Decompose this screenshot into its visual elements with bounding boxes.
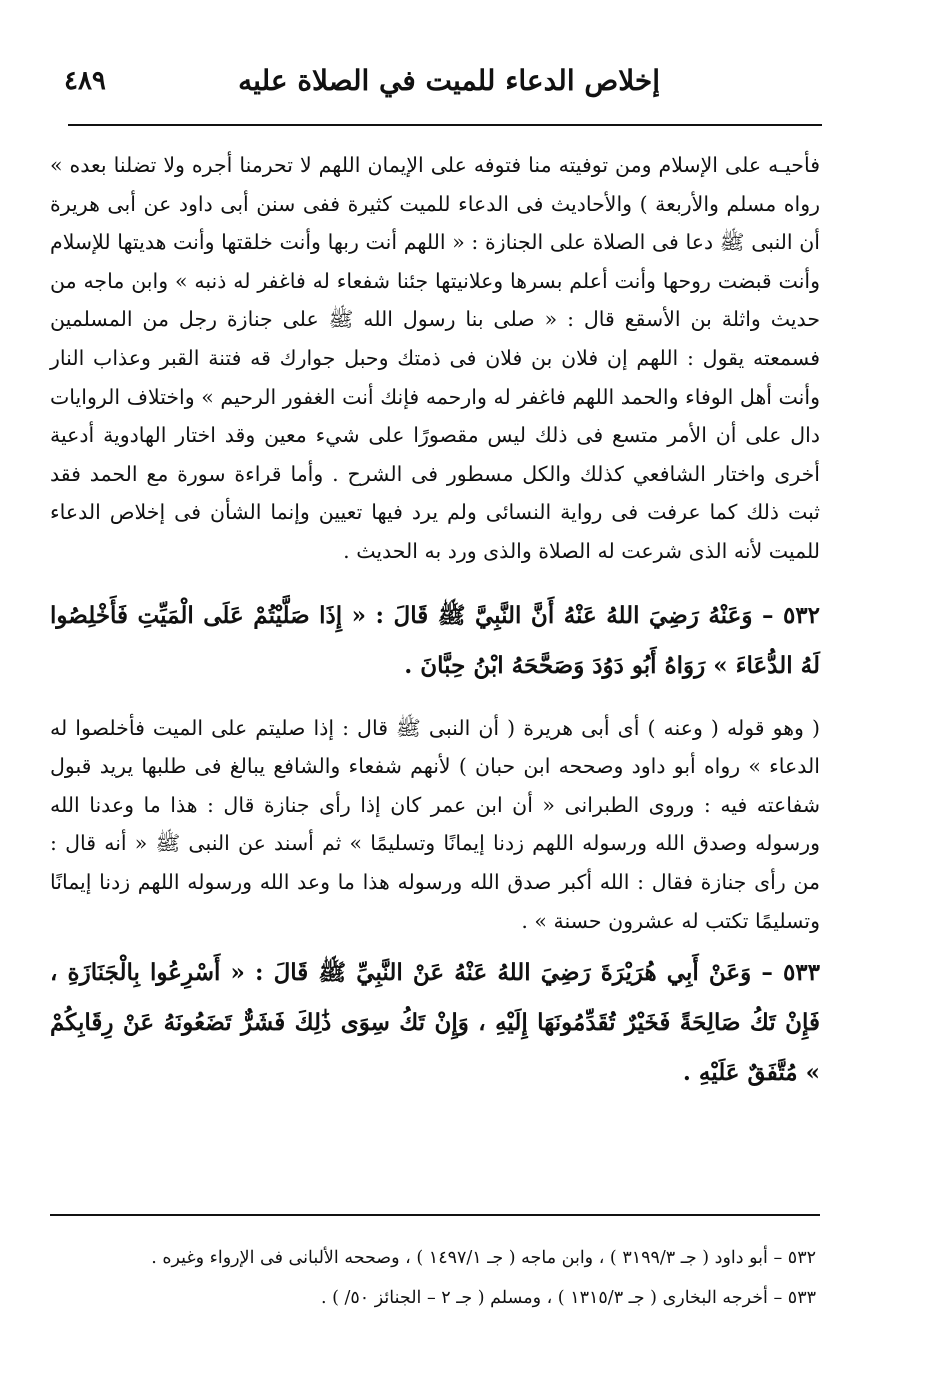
book-page: [40, 50, 830, 1370]
footnote-532: ٥٣٢ – أبو داود ( جـ ٣١٩٩/٣ ) ، وابن ماجه ( جـ ١٤٩٧/١ ) ، وصححه الألبانى فى الإرواء وغيره .: [151, 1248, 816, 1268]
paragraph-spacer: [50, 571, 820, 591]
hadith-533: ٥٣٣ – وَعَنْ أَبِي هُرَيْرَةَ رَضِيَ اللهُ عَنْهُ عَنْ النَّبِيِّ ﷺ قَالَ : « أَسْرِعُوا بِالْجَنَازَةِ ، فَإِنْ تَكُ صَالِحَةً فَخَيْرٌ تُقَدِّمُونَهَا إِلَيْهِ ، وَإِنْ تَكُ سِوَى ذَٰلِكَ فَشَرٌّ تَضَعُونَهُ عَنْ رِقَابِكُمْ » مُتَّفَقٌ عَلَيْهِ .: [50, 959, 820, 1087]
footnotes: [50, 1238, 816, 1318]
page-header: [40, 50, 830, 126]
footnote-rule: [50, 1214, 820, 1216]
commentary-paragraph-2: ( وهو قوله ( وعنه ) أى أبى هريرة ( أن النبى ﷺ قال : إذا صليتم على الميت فأخلصوا له الدعاء » رواه أبو داود وصححه ابن حبان ) لأنهم شفعاء والشافع يبالغ فى طلبها يريد قبول شفاعته فيه : وروى الطبرانى « أن ابن عمر كان إذا رأى جنازة قال : هذا ما وعدنا الله ورسوله وصدق الله ورسوله اللهم زدنا إيمانًا وتسليمًا » ثم أسند عن النبى ﷺ « أنه قال : من رأى جنازة فقال : الله أكبر صدق الله ورسوله هذا ما وعد الله ورسوله اللهم زدنا إيمانًا وتسليمًا تكتب له عشرون حسنة » .: [50, 715, 820, 933]
hadith-532: ٥٣٢ – وَعَنْهُ رَضِيَ اللهُ عَنْهُ أَنَّ النَّبِيَّ ﷺ قَالَ : « إِذَا صَلَّيْتُمْ عَلَى الْمَيِّتِ فَأَخْلِصُوا لَهُ الدُّعَاءَ » رَوَاهُ أَبُو دَوُدَ وَصَحَّحَهُ ابْنُ حِبَّانَ .: [50, 601, 820, 679]
footnote-533: ٥٣٣ – أخرجه البخارى ( جـ ١٣١٥/٣ ) ، ومسلم ( جـ ٢ – الجنائز ٥٠/ ) .: [320, 1288, 816, 1308]
main-text: [50, 146, 820, 1098]
header-rule: [68, 124, 822, 126]
commentary-paragraph-1: فأحيـه على الإسلام ومن توفيته منا فتوفه على الإيمان اللهم لا تحرمنا أجره ولا تضلنا بعده » رواه مسلم والأربعة ) والأحاديث فى الدعاء للميت كثيرة ففى سنن أبى داود عن أبى هريرة أن النبى ﷺ دعا فى الصلاة على الجنازة : « اللهم أنت ربها وأنت خلقتها وأنت هديتها للإسلام وأنت قبضت روحها وأنت أعلم بسرها وعلانيتها جئنا شفعاء له فاغفر له ذنبه » وابن ماجه من حديث واثلة بن الأسقع قال : « صلى بنا رسول الله ﷺ على جنازة رجل من المسلمين فسمعته يقول : اللهم إن فلان بن فلان فى ذمتك وحبل جوارك قه فتنة القبر وعذاب النار وأنت أهل الوفاء والحمد اللهم فاغفر له وارحمه فإنك أنت الغفور الرحيم » واختلاف الروايات دال على أن الأمر متسع فى ذلك ليس مقصورًا على شيء معين وقد اختار الهادوية أدعية أخرى واختار الشافعي كذلك والكل مسطور فى الشرح . وأما قراءة سورة مع الحمد فقد ثبت ذلك كما عرفت فى رواية النسائى ولم يرد فيها تعيين وإنما الشأن فى إخلاص الدعاء للميت لأنه الذى شرعت له الصلاة والذى ورد به الحديث .: [50, 153, 820, 563]
paragraph-spacer: [50, 940, 820, 948]
page-title: إخلاص الدعاء للميت في الصلاة عليه: [238, 64, 660, 97]
paragraph-spacer: [50, 691, 820, 709]
page-number: ٤٨٩: [64, 66, 106, 96]
